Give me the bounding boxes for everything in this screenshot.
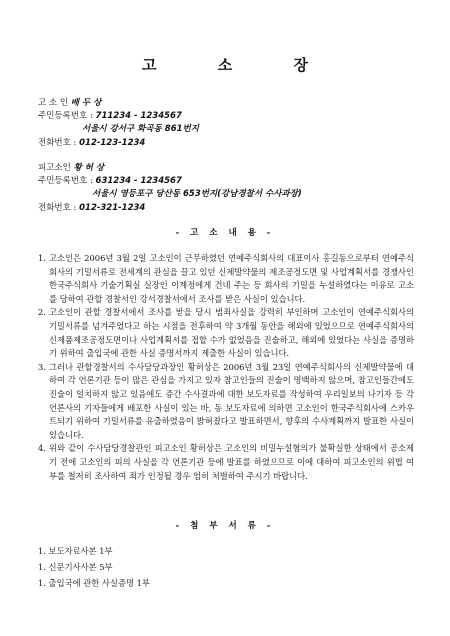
content-section-heading: - 고 소 내 용 - bbox=[175, 228, 275, 238]
item-number: 4. bbox=[38, 443, 46, 454]
list-item bbox=[38, 442, 414, 483]
accused-id-label: 주민등록번호 : bbox=[38, 176, 93, 186]
accused-phone: 012-321-1234 bbox=[79, 203, 146, 213]
item-text: 그러나 관할경찰서의 수사담당과장인 황허상은 2006년 3월 23일 연예주식회사의 신제발약물에 대하여 각 언론기관 등이 많은 관심을 가지고 있자 참고인들의 진술이 명백하지 않으며, 참고인들간에도 진술이 일치하지 않고 있음에도 증간 수사결과에 대한 보도자료를 작성하여 우리일보의 나기자 등 각 언론사의 기자들에게 배포한 사실이 있는 바, 동 보도자료에 의하면 고소인이 한국주식회사에 스카우트되기 위하여 기밀서류를 유출하였음이 밝혀졌다고 발표하면서, 향후의 수사계획까지 발표한 사실이 있습니다. bbox=[49, 361, 414, 440]
complainant-name-row bbox=[38, 96, 101, 108]
accused-name-label: 피고소인 bbox=[38, 163, 71, 173]
accused-address: 서울시 영등포구 당산동 653번지(강남경찰서 수사과장) bbox=[92, 189, 302, 199]
accused-id: 631234 - 1234567 bbox=[95, 176, 182, 186]
accused-name-row bbox=[38, 161, 104, 173]
complainant-id: 711234 - 1234567 bbox=[95, 111, 182, 121]
attachment-item: 1. 보도자료사본 1부 bbox=[38, 546, 113, 556]
accused-id-row bbox=[38, 174, 182, 186]
attachments-section-heading: - 첨 부 서 류 - bbox=[175, 521, 275, 531]
list-item bbox=[38, 306, 414, 360]
item-text: 위와 같이 수사담당경찰관인 피고소인 황허상은 고소인의 비밀누설혐의가 불확실한 상태에서 공소제기 전에 고소인의 피의 사실을 각 언론기관 등에 발표를 하였으므로 이에 대하여 피고소인의 위법 여부를 철저히 조사하여 죄가 인정될 경우 엄히 처벌하여 주시기 바랍니다. bbox=[49, 443, 414, 481]
complainant-name: 배 두 상 bbox=[70, 98, 102, 108]
complaint-items bbox=[38, 252, 414, 483]
accused-phone-row bbox=[38, 201, 145, 213]
document-title: 고 소 장 bbox=[142, 56, 336, 74]
attachments-list bbox=[38, 543, 150, 591]
list-item bbox=[38, 361, 414, 443]
accused-phone-label: 전화번호 : bbox=[38, 203, 77, 213]
complainant-id-label: 주민등록번호 : bbox=[38, 111, 93, 121]
item-text: 고소인이 관할 경찰서에서 조사를 받을 당시 범죄사실을 강력히 부인하며 고소인이 연예주식회사의 기밀서류를 넘겨주었다고 하는 시점을 전후하여 약 3개월 동안을 해외에 있었으므로 연예주식회사의 신제품제조공정도면이나 사업계획서를 접할 수가 없었음을 진술하고, 해외에 있었다는 사실을 증명하기 위하여 출입국에 관한 사실 증명서까지 제출한 사실이 있습니다. bbox=[49, 307, 414, 359]
attachment-item: 1. 신문기사사본 5부 bbox=[38, 562, 113, 572]
accused-name: 황 허 상 bbox=[73, 163, 105, 173]
complainant-address: 서울시 강서구 화곡동 861번지 bbox=[82, 124, 199, 134]
complainant-id-row bbox=[38, 109, 182, 121]
item-number: 3. bbox=[38, 361, 46, 372]
attachment-item: 1. 출입국에 관한 사실증명 1부 bbox=[38, 578, 150, 588]
complainant-phone-label: 전화번호 : bbox=[38, 138, 77, 148]
item-number: 1. bbox=[38, 253, 46, 263]
list-item bbox=[38, 252, 414, 306]
item-text: 고소인은 2006년 3월 2일 고소인이 근무하였던 연예주식회사의 대표이사 홍길동으로부터 연예주식회사의 기밀서류로 전세계의 관심을 끌고 있던 신제발약물의 제조공정도면 및 사업계획서를 경쟁사인 한국주식회사 기술기획실 실장인 이계정에게 건네 주는 등 회사의 기밀을 누설하였다는 이유로 고소를 당하여 관할 경찰서인 강서경찰서에서 조사를 받은 사실이 있습니다. bbox=[49, 253, 414, 304]
complainant-phone: 012-123-1234 bbox=[79, 138, 146, 148]
complainant-phone-row bbox=[38, 136, 145, 148]
complainant-name-label: 고 소 인 bbox=[38, 98, 69, 108]
item-number: 2. bbox=[38, 307, 46, 318]
